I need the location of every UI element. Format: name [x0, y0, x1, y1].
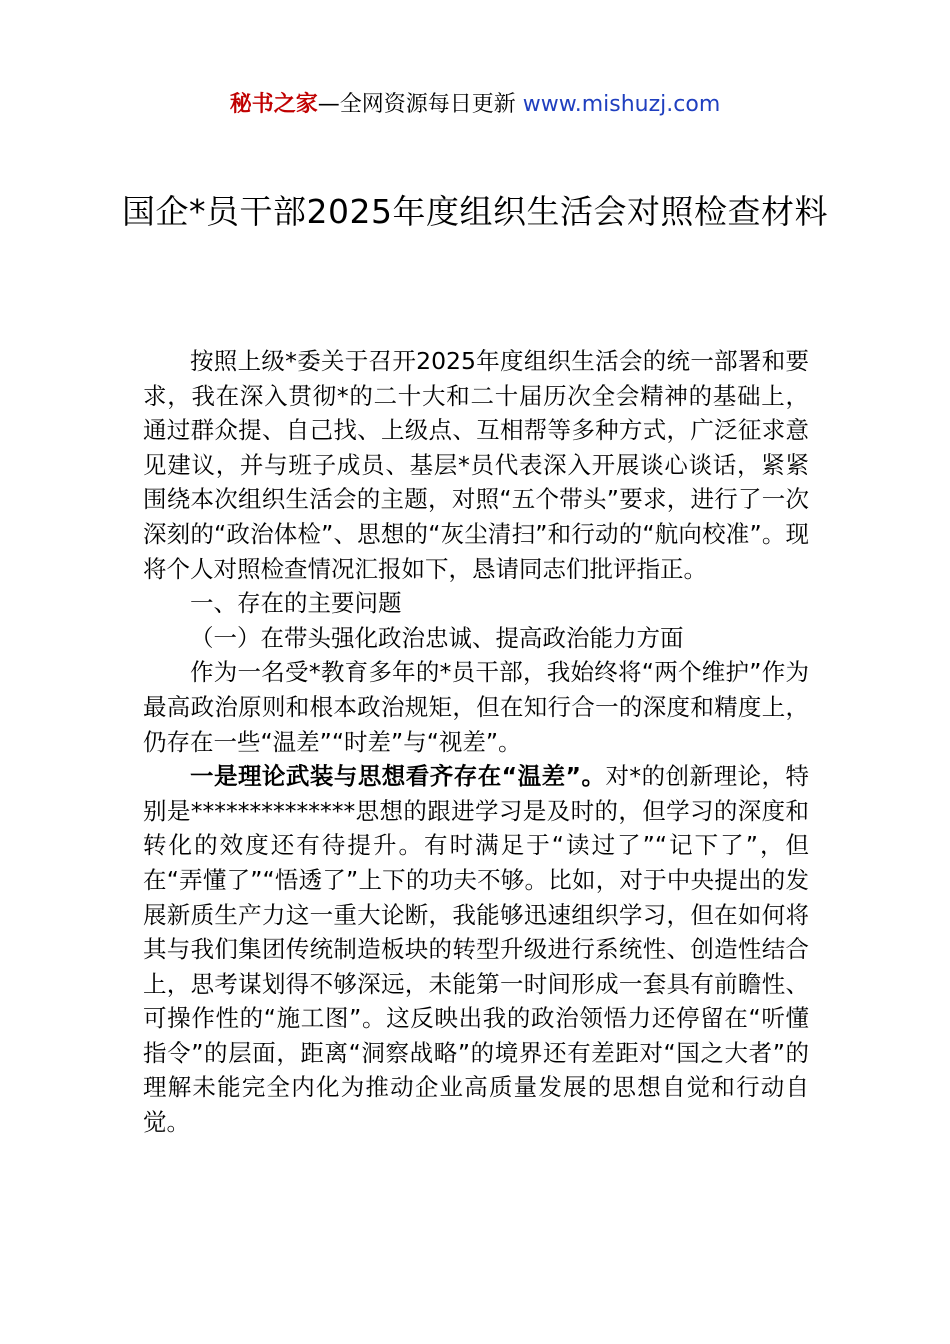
paragraph-overview — [143, 655, 809, 759]
subsection-heading-political-loyalty — [143, 621, 809, 656]
site-url-link[interactable]: www.mishuzj.com — [522, 92, 721, 117]
brand-name: 秘书之家 — [229, 92, 318, 117]
section-heading-problems — [143, 586, 809, 621]
paragraph-text: 对*的创新理论，特别是**************思想的跟进学习是及时的，但学习的深度和转化的效度还有待提升。有时满足于“读过了”“记下了”，但在“弄懂了”“悟透了”上下的功夫不够。比如，对于中央提出的发展新质生产力这一重大论断，我能够迅速组织学习，但在如何将其与我们集团传统制造板块的转型升级进行系统性、创造性结合上，思考谋划得不够深远，未能第一时间形成一套具有前瞻性、可操作性的“施工图”。这反映出我的政治领悟力还停留在“听懂指令”的层面，距离“洞察战略”的境界还有差距对“国之大者”的理解未能完全内化为推动企业高质量发展的思想自觉和行动自觉。 — [143, 762, 810, 1137]
paragraph-text: （一）在带头强化政治忠诚、提高政治能力方面 — [190, 623, 684, 652]
document-body — [143, 344, 809, 1140]
paragraph-text: 一、存在的主要问题 — [190, 589, 402, 618]
paragraph-intro — [143, 344, 809, 586]
paragraph-text: 作为一名受*教育多年的*员干部，我始终将“两个维护”作为最高政治原则和根本政治规矩，但在知行合一的深度和精度上，仍存在一些“温差”“时差”与“视差”。 — [143, 658, 809, 756]
site-header — [0, 88, 950, 122]
paragraph-text: 按照上级*委关于召开2025年度组织生活会的统一部署和要求，我在深入贯彻*的二十大和二十届历次全会精神的基础上，通过群众提、自己找、上级点、互相帮等多种方式，广泛征求意见建议，并与班子成员、基层*员代表深入开展谈心谈话，紧紧围绕本次组织生活会的主题，对照“五个带头”要求，进行了一次深刻的“政治体检”、思想的“灰尘清扫”和行动的“航向校准”。现将个人对照检查情况汇报如下，恳请同志们批评指正。 — [143, 347, 809, 583]
paragraph-theory-gap — [143, 759, 809, 1140]
document-title: 国企*员干部2025年度组织生活会对照检查材料 — [122, 192, 828, 231]
site-tagline: —全网资源每日更新 — [317, 92, 523, 117]
paragraph-lead: 一是理论武装与思想看齐存在“温差”。 — [190, 762, 606, 791]
